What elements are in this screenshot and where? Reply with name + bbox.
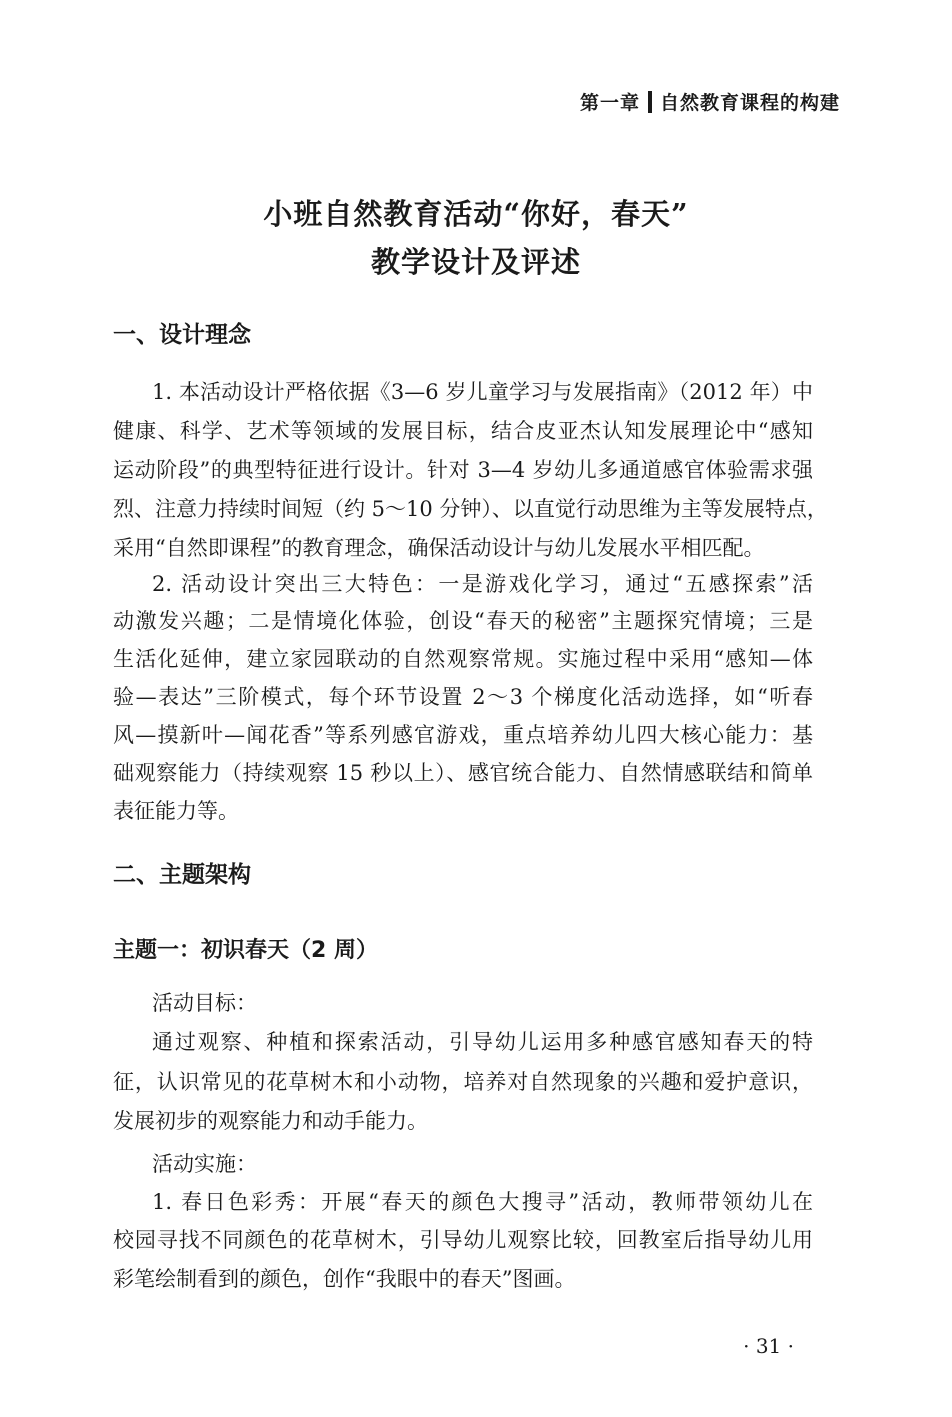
text-line: 生活化延伸，建立家园联动的自然观察常规。实施过程中采用“感知—体 — [113, 647, 813, 671]
text-line: 彩笔绘制看到的颜色，创作“我眼中的春天”图画。 — [113, 1267, 576, 1291]
text-line: 础观察能力（持续观察 15 秒以上）、感官统合能力、自然情感联结和简单 — [113, 761, 813, 785]
text-line: 征，认识常见的花草树木和小动物，培养对自然现象的兴趣和爱护意识， — [113, 1070, 813, 1094]
text-line: 表征能力等。 — [113, 799, 239, 823]
text-line: 验—表达”三阶模式，每个环节设置 2～3 个梯度化活动选择，如“听春 — [113, 685, 813, 709]
text-line: 运动阶段”的典型特征进行设计。针对 3—4 岁幼儿多通道感官体验需求强 — [113, 458, 813, 482]
text-line: 1. 本活动设计严格依据《3—6 岁儿童学习与发展指南》（2012 年）中 — [152, 380, 813, 404]
text-line: 动激发兴趣；二是情境化体验，创设“春天的秘密”主题探究情境；三是 — [113, 609, 813, 633]
section-heading-design-concept: 一、设计理念 — [113, 322, 251, 348]
text-line: 风—摸新叶—闻花香”等系列感官游戏，重点培养幼儿四大核心能力：基 — [113, 723, 813, 747]
section-heading-theme-framework: 二、主题架构 — [113, 862, 251, 888]
text-line: 健康、科学、艺术等领域的发展目标，结合皮亚杰认知发展理论中“感知 — [113, 419, 813, 443]
article-title-line-2: 教学设计及评述 — [370, 245, 581, 279]
chapter-title: 自然教育课程的构建 — [659, 92, 840, 114]
text-line: 校园寻找不同颜色的花草树木，引导幼儿观察比较，回教室后指导幼儿用 — [113, 1228, 813, 1252]
goal-label: 活动目标： — [152, 991, 257, 1015]
text-line: 烈、注意力持续时间短（约 5～10 分钟）、以直觉行动思维为主等发展特点， — [113, 497, 828, 521]
text-line: 2. 活动设计突出三大特色：一是游戏化学习，通过“五感探索”活 — [152, 572, 813, 596]
running-header — [580, 88, 840, 115]
text-line: 发展初步的观察能力和动手能力。 — [113, 1109, 428, 1133]
chapter-label: 第一章 — [579, 92, 640, 114]
implementation-label: 活动实施： — [152, 1152, 257, 1176]
text-line: 采用“自然即课程”的教育理念，确保活动设计与幼儿发展水平相匹配。 — [113, 536, 765, 560]
text-line: 1. 春日色彩秀：开展“春天的颜色大搜寻”活动，教师带领幼儿在 — [152, 1190, 813, 1214]
article-title-line-1: 小班自然教育活动“你好，春天” — [263, 197, 689, 231]
theme-heading: 主题一：初识春天（2 周） — [113, 938, 378, 963]
text-line: 通过观察、种植和探索活动，引导幼儿运用多种感官感知春天的特 — [152, 1030, 813, 1054]
page-number: · 31 · — [743, 1334, 794, 1358]
header-separator — [648, 91, 652, 113]
